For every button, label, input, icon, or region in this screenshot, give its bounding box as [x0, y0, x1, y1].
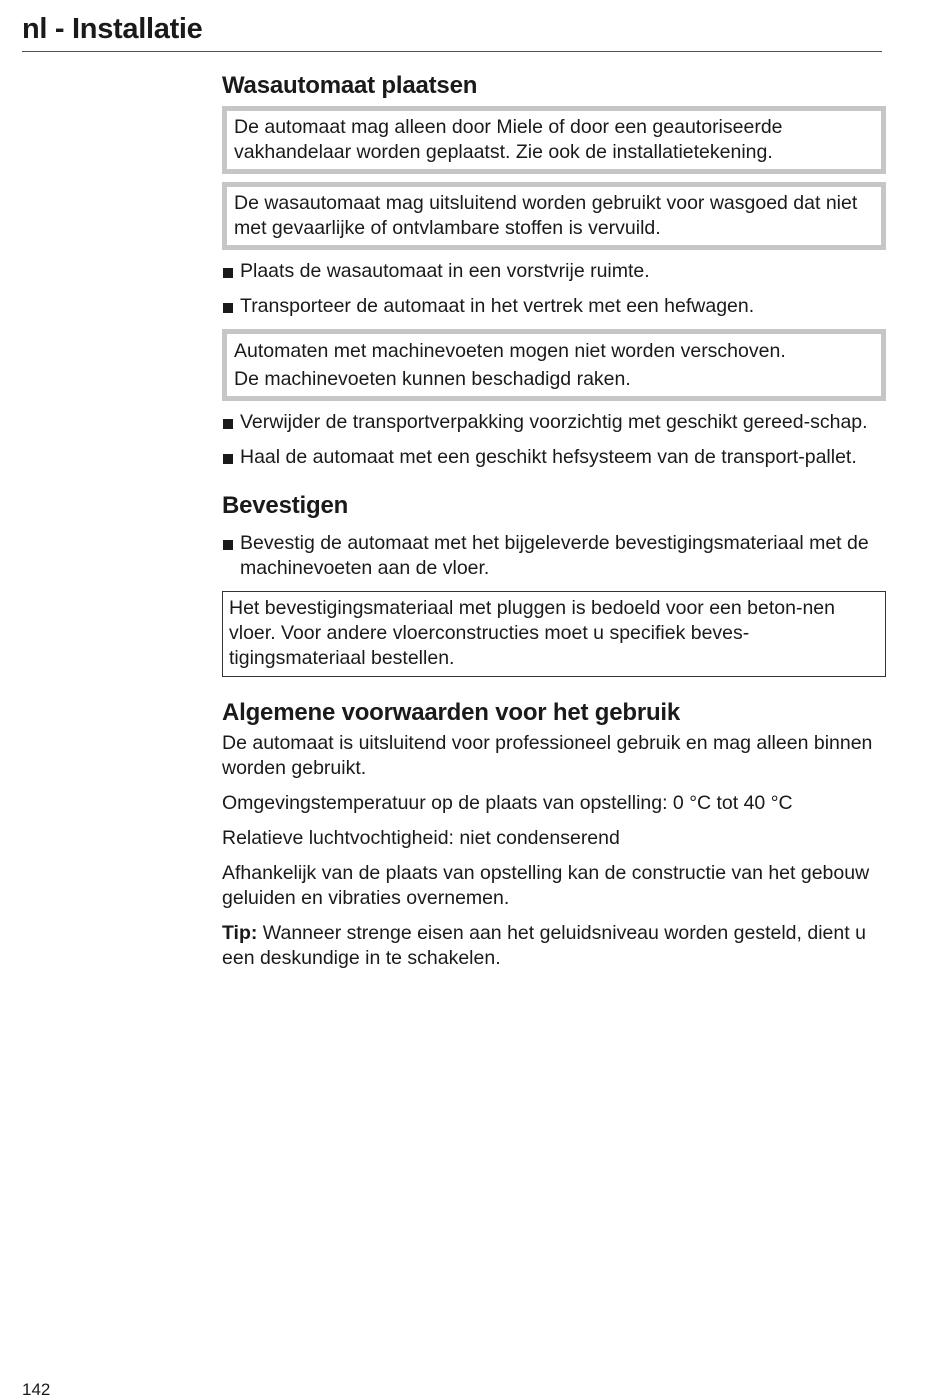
tip-label: Tip:: [222, 922, 258, 944]
paragraph-humidity: Relatieve luchtvochtigheid: niet condenserend: [222, 827, 620, 849]
page-title: nl - Installatie: [22, 13, 203, 45]
list-item-text: Transporteer de automaat in het vertrek met een hefwagen.: [240, 295, 755, 317]
square-bullet-icon: [223, 268, 233, 278]
list-item-text: Haal de automaat met een geschikt hefsysteem van de transport-pallet.: [240, 446, 857, 468]
square-bullet-icon: [223, 303, 233, 313]
list-item: [222, 531, 886, 581]
warning-box-usage: [222, 182, 886, 250]
list-item: [222, 294, 886, 319]
list-item: [222, 445, 886, 470]
note-box-fixing-material: [222, 591, 886, 677]
list-item-text: Bevestig de automaat met het bijgeleverde bevestigingsmateriaal met de machinevoeten aan de vloer.: [240, 532, 869, 579]
paragraph-vibrations: Afhankelijk van de plaats van opstelling kan de constructie van het gebouw geluiden en vibraties overnemen.: [222, 862, 870, 909]
header-divider: [22, 51, 882, 52]
warning-box-machine-feet: [222, 329, 886, 401]
list-item-text: Verwijder de transportverpakking voorzichtig met geschikt gereed-schap.: [240, 411, 868, 433]
warning-text-usage: De wasautomaat mag uitsluitend worden gebruikt voor wasgoed dat niet met gevaarlijke of ontvlambare stoffen is vervuild.: [234, 192, 858, 239]
heading-algemene-voorwaarden: Algemene voorwaarden voor het gebruik: [222, 699, 681, 726]
heading-wasautomaat-plaatsen: Wasautomaat plaatsen: [222, 72, 478, 99]
warning-text-machine-feet-line-2: De machinevoeten kunnen beschadigd raken.: [234, 368, 631, 390]
list-item-text: Plaats de wasautomaat in een vorstvrije ruimte.: [240, 260, 650, 282]
warning-box-installation: [222, 106, 886, 174]
paragraph-ambient-temperature: Omgevingstemperatuur op de plaats van opstelling: 0 °C tot 40 °C: [222, 792, 793, 814]
heading-bevestigen: Bevestigen: [222, 492, 349, 519]
square-bullet-icon: [223, 540, 233, 550]
warning-text-machine-feet-line-1: Automaten met machinevoeten mogen niet worden verschoven.: [234, 340, 786, 362]
list-item: [222, 259, 886, 284]
paragraph-professional-use: De automaat is uitsluitend voor professioneel gebruik en mag alleen binnen worden gebruikt.: [222, 732, 873, 779]
note-text-fixing-material: Het bevestigingsmateriaal met pluggen is bedoeld voor een beton-nen vloer. Voor andere vloerconstructies moet u specifiek beves-tigingsmateriaal bestellen.: [229, 597, 835, 669]
tip-text: Wanneer strenge eisen aan het geluidsniveau worden gesteld, dient u een deskundige in te schakelen.: [222, 922, 866, 969]
main-content: [222, 68, 886, 981]
square-bullet-icon: [223, 454, 233, 464]
page-number: 142: [22, 1380, 51, 1399]
paragraph-tip: [222, 921, 886, 971]
list-item: [222, 410, 886, 435]
warning-text-installation: De automaat mag alleen door Miele of door een geautoriseerde vakhandelaar worden geplaatst. Zie ook de installatietekening.: [234, 116, 783, 163]
square-bullet-icon: [223, 419, 233, 429]
